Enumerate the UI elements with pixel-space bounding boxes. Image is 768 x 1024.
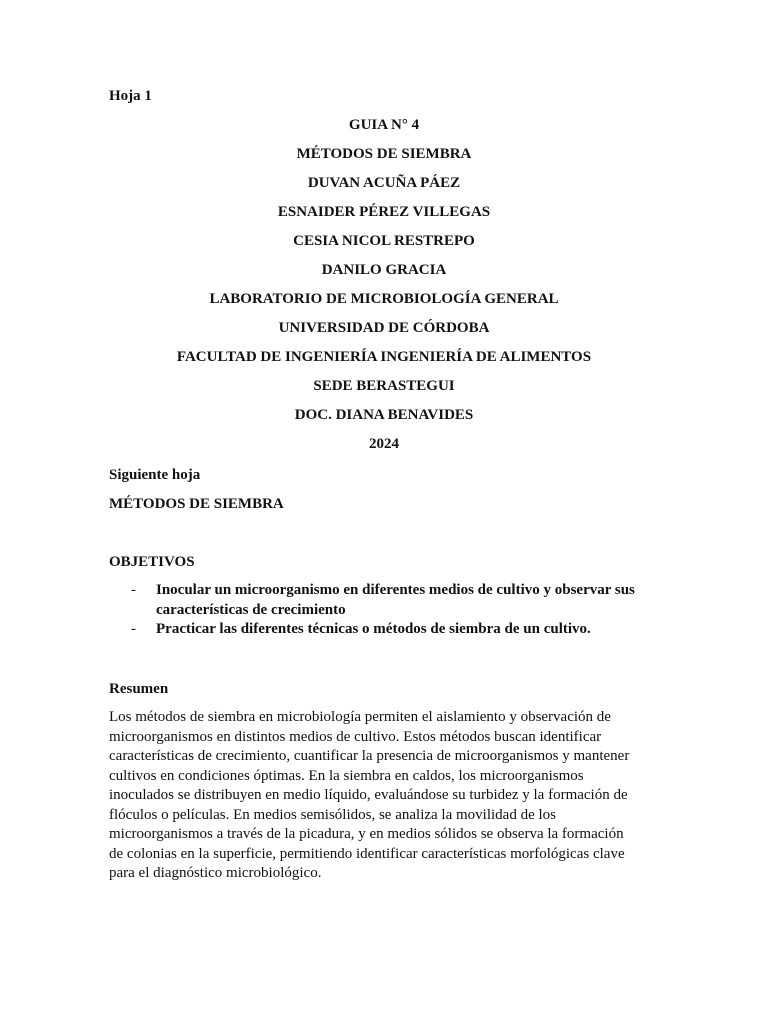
- author-2: ESNAIDER PÉREZ VILLEGAS: [277, 204, 491, 220]
- objective-text-line: Practicar las diferentes técnicas o métodos de siembra de un cultivo.: [156, 621, 591, 637]
- summary-paragraph: [109, 708, 657, 884]
- summary-line: inoculados se distribuyen en medio líquido, evaluándose su turbidez y la formación de: [109, 787, 628, 803]
- faculty-name: FACULTAD DE INGENIERÍA INGENIERÍA DE ALIMENTOS: [176, 349, 592, 365]
- summary-line: Los métodos de siembra en microbiología permiten el aislamiento y observación de: [109, 709, 611, 725]
- summary-line: microorganismos a través de la picadura, y en medios sólidos se observa la formación: [109, 826, 624, 842]
- cover-title: MÉTODOS DE SIEMBRA: [296, 146, 472, 162]
- page-label: Hoja 1: [109, 88, 152, 104]
- summary-line: cultivos en condiciones óptimas. En la siembra en caldos, los microorganismos: [109, 767, 584, 784]
- next-page-label: Siguiente hoja: [109, 467, 201, 483]
- summary-line: de colonias en la superficie, permitiendo identificar características morfológicas clave: [109, 845, 625, 862]
- objectives-list: [109, 581, 669, 640]
- campus-name: SEDE BERASTEGUI: [313, 378, 455, 394]
- author-3: CESIA NICOL RESTREPO: [293, 233, 475, 249]
- summary-line: flóculos o películas. En medios semisólidos, se analiza la movilidad de los: [109, 806, 556, 823]
- objective-item: [109, 581, 669, 620]
- bullet-dash: -: [131, 621, 136, 637]
- university-name: UNIVERSIDAD DE CÓRDOBA: [278, 320, 490, 336]
- author-1: DUVAN ACUÑA PÁEZ: [307, 175, 461, 191]
- summary-line: características de crecimiento, cuantificar la presencia de microorganismos y mantener: [109, 748, 630, 764]
- summary-line: para el diagnóstico microbiológico.: [109, 865, 322, 881]
- objectives-heading: OBJETIVOS: [109, 554, 195, 570]
- author-4: DANILO GRACIA: [321, 262, 447, 278]
- section-title: MÉTODOS DE SIEMBRA: [109, 496, 284, 512]
- summary-line: microorganismos en distintos medios de cultivo. Estos métodos buscan identificar: [109, 728, 602, 745]
- objective-item: [109, 620, 669, 640]
- summary-heading: Resumen: [109, 681, 169, 697]
- guide-number: GUIA N° 4: [348, 117, 420, 133]
- objective-text-line: características de crecimiento: [156, 601, 346, 618]
- laboratory-name: LABORATORIO DE MICROBIOLOGÍA GENERAL: [209, 291, 559, 307]
- bullet-dash: -: [131, 582, 136, 598]
- instructor-name: DOC. DIANA BENAVIDES: [294, 407, 474, 423]
- year: 2024: [369, 436, 399, 452]
- objective-text-line: Inocular un microorganismo en diferentes medios de cultivo y observar sus: [156, 582, 635, 598]
